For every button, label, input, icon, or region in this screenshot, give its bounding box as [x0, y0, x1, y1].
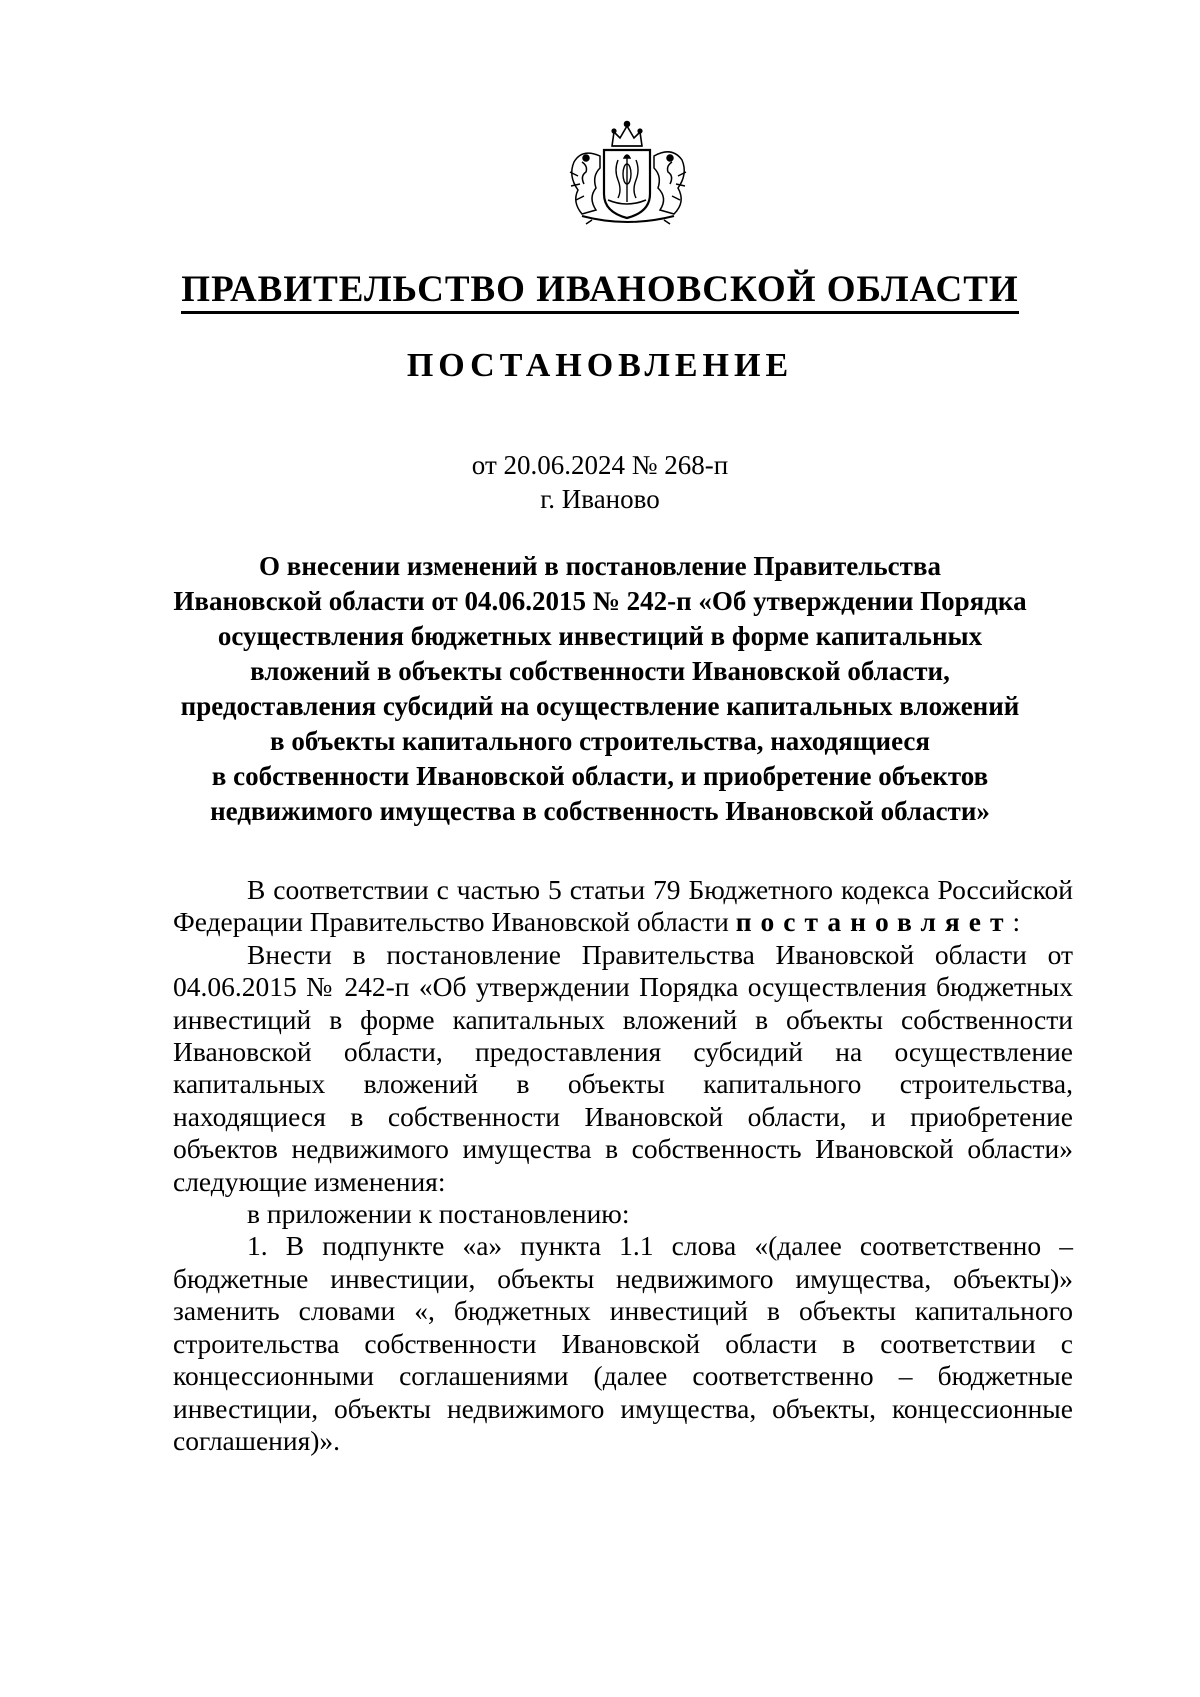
heading-line: недвижимого имущества в собственность Ивановской области»: [210, 796, 990, 826]
document-city: г. Иваново: [540, 484, 660, 514]
heading-line: вложений в объекты собственности Ивановской области,: [250, 656, 950, 686]
heading-line: предоставления субсидий на осуществление капитальных вложений: [180, 691, 1020, 721]
resolves-word: постановляет: [735, 906, 1013, 938]
preamble-text: В соответствии с частью 5 статьи 79 Бюджетного кодекса Российской Федерации Правительство Ивановской области: [173, 874, 1073, 938]
appendix-intro: в приложении к постановлению:: [247, 1198, 630, 1230]
heading-line: осуществления бюджетных инвестиций в форме капитальных: [217, 621, 983, 651]
heading-line: Ивановской области от 04.06.2015 № 242-п «Об утверждении Порядка: [173, 586, 1027, 616]
document-body: [173, 874, 1073, 1457]
document-type: ПОСТАНОВЛЕНИЕ: [406, 347, 794, 384]
heading-line: в объекты капитального строительства, находящиеся: [269, 726, 930, 756]
document-date-number: от 20.06.2024 № 268-п: [471, 450, 729, 480]
item-1-paragraph: 1. В подпункте «а» пункта 1.1 слова «(далее соответственно – бюджетные инвестиции, объекты недвижимого имущества, объекты)» заменить словами «, бюджетных инвестиций в объекты капитального строительства собственности Ивановской области в соответствии с концессионными соглашениями (далее соответственно – бюджетные инвестиции, объекты недвижимого имущества, объекты, концессионные соглашения)».: [173, 1230, 1073, 1456]
preamble-paragraph: [173, 874, 1073, 939]
document-heading: [150, 549, 1050, 829]
government-title-text: ПРАВИТЕЛЬСТВО ИВАНОВСКОЙ ОБЛАСТИ: [181, 269, 1018, 314]
heading-line: О внесении изменений в постановление Правительства: [259, 551, 941, 581]
amendment-paragraph: Внести в постановление Правительства Ивановской области от 04.06.2015 № 242-п «Об утверждении Порядка осуществления бюджетных инвестиций в форме капитальных вложений в объекты собственности Ивановской области, предоставления субсидий на осуществление капитальных вложений в объекты капитального строительства, находящиеся в собственности Ивановской области, и приобретение объектов недвижимого имущества в собственность Ивановской области» следующие изменения:: [173, 938, 1073, 1197]
coat-of-arms-icon: [552, 118, 702, 226]
government-title: [0, 268, 1200, 312]
resolves-colon: :: [1012, 906, 1021, 938]
heading-line: в собственности Ивановской области, и приобретение объектов: [211, 761, 989, 791]
